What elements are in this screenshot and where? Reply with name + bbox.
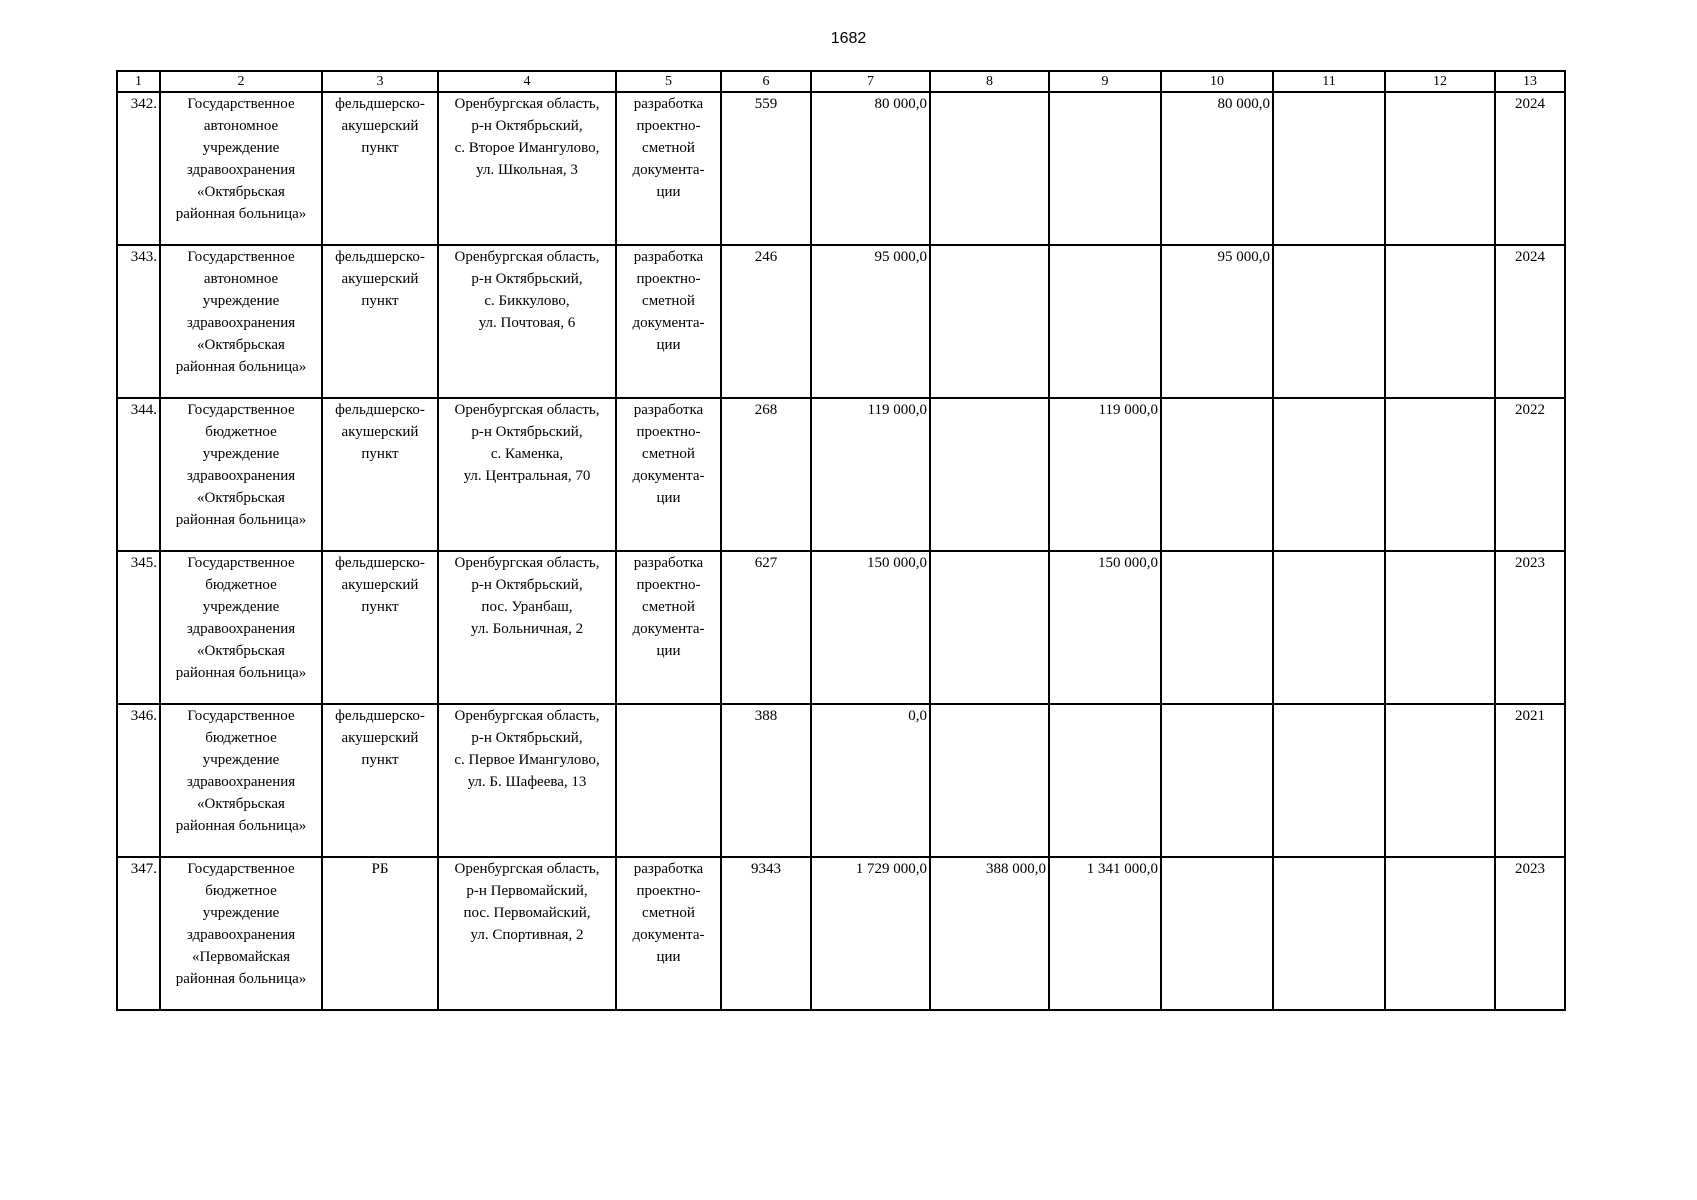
address-cell: Оренбургская область, р-н Октябрьский, с. Второе Имангулово, ул. Школьная, 3 — [438, 92, 616, 245]
column-6-cell: 9343 — [721, 857, 811, 1010]
address-cell: Оренбургская область, р-н Октябрьский, пос. Уранбаш, ул. Больничная, 2 — [438, 551, 616, 704]
column-number-cell: 12 — [1385, 71, 1495, 92]
column-9-cell — [1049, 92, 1161, 245]
column-number-cell: 2 — [160, 71, 322, 92]
page-number: 1682 — [830, 30, 867, 47]
column-12-cell — [1385, 704, 1495, 857]
column-number-cell: 3 — [322, 71, 438, 92]
column-7-cell: 1 729 000,0 — [811, 857, 930, 1010]
column-10-cell — [1161, 398, 1273, 551]
column-11-cell — [1273, 398, 1385, 551]
column-6-cell: 627 — [721, 551, 811, 704]
object-type-cell: фельдшерско- акушерский пункт — [322, 245, 438, 398]
row-number-cell: 347. — [117, 857, 160, 1010]
column-8-cell — [930, 398, 1049, 551]
address-cell: Оренбургская область, р-н Октябрьский, с. Каменка, ул. Центральная, 70 — [438, 398, 616, 551]
table-row — [117, 857, 1565, 1010]
object-type-cell: фельдшерско- акушерский пункт — [322, 92, 438, 245]
column-number-cell: 13 — [1495, 71, 1565, 92]
table-body — [117, 71, 1565, 1010]
column-7-cell: 0,0 — [811, 704, 930, 857]
column-12-cell — [1385, 245, 1495, 398]
table-row — [117, 704, 1565, 857]
row-number-cell: 346. — [117, 704, 160, 857]
institution-cell: Государственное бюджетное учреждение здравоохранения «Октябрьская районная больница» — [160, 704, 322, 857]
column-10-cell: 80 000,0 — [1161, 92, 1273, 245]
column-6-cell: 559 — [721, 92, 811, 245]
column-number-cell: 1 — [117, 71, 160, 92]
column-9-cell: 1 341 000,0 — [1049, 857, 1161, 1010]
address-cell: Оренбургская область, р-н Первомайский, пос. Первомайский, ул. Спортивная, 2 — [438, 857, 616, 1010]
object-type-cell: фельдшерско- акушерский пункт — [322, 704, 438, 857]
work-type-cell: разработка проектно- сметной документа- ции — [616, 92, 721, 245]
column-8-cell — [930, 551, 1049, 704]
column-10-cell — [1161, 704, 1273, 857]
year-cell: 2024 — [1495, 92, 1565, 245]
column-7-cell: 119 000,0 — [811, 398, 930, 551]
column-number-cell: 8 — [930, 71, 1049, 92]
institution-cell: Государственное автономное учреждение здравоохранения «Октябрьская районная больница» — [160, 92, 322, 245]
institution-cell: Государственное автономное учреждение здравоохранения «Октябрьская районная больница» — [160, 245, 322, 398]
column-6-cell: 246 — [721, 245, 811, 398]
row-number-cell: 343. — [117, 245, 160, 398]
row-number-cell: 345. — [117, 551, 160, 704]
object-type-cell: фельдшерско- акушерский пункт — [322, 398, 438, 551]
column-12-cell — [1385, 551, 1495, 704]
table-row — [117, 245, 1565, 398]
column-number-cell: 10 — [1161, 71, 1273, 92]
column-10-cell — [1161, 857, 1273, 1010]
table-row — [117, 398, 1565, 551]
column-number-cell: 5 — [616, 71, 721, 92]
column-number-cell: 11 — [1273, 71, 1385, 92]
column-11-cell — [1273, 245, 1385, 398]
column-11-cell — [1273, 857, 1385, 1010]
institution-cell: Государственное бюджетное учреждение здравоохранения «Первомайская районная больница» — [160, 857, 322, 1010]
column-8-cell: 388 000,0 — [930, 857, 1049, 1010]
column-8-cell — [930, 92, 1049, 245]
column-7-cell: 95 000,0 — [811, 245, 930, 398]
column-number-cell: 6 — [721, 71, 811, 92]
column-12-cell — [1385, 92, 1495, 245]
work-type-cell: разработка проектно- сметной документа- ции — [616, 551, 721, 704]
column-12-cell — [1385, 857, 1495, 1010]
column-9-cell — [1049, 245, 1161, 398]
column-12-cell — [1385, 398, 1495, 551]
column-9-cell: 119 000,0 — [1049, 398, 1161, 551]
year-cell: 2021 — [1495, 704, 1565, 857]
year-cell: 2024 — [1495, 245, 1565, 398]
column-7-cell: 80 000,0 — [811, 92, 930, 245]
year-cell: 2022 — [1495, 398, 1565, 551]
address-cell: Оренбургская область, р-н Октябрьский, с. Первое Имангулово, ул. Б. Шафеева, 13 — [438, 704, 616, 857]
column-number-row — [117, 71, 1565, 92]
column-8-cell — [930, 704, 1049, 857]
column-11-cell — [1273, 551, 1385, 704]
row-number-cell: 342. — [117, 92, 160, 245]
work-type-cell: разработка проектно- сметной документа- ции — [616, 398, 721, 551]
object-type-cell: фельдшерско- акушерский пункт — [322, 551, 438, 704]
column-9-cell: 150 000,0 — [1049, 551, 1161, 704]
column-10-cell: 95 000,0 — [1161, 245, 1273, 398]
year-cell: 2023 — [1495, 857, 1565, 1010]
row-number-cell: 344. — [117, 398, 160, 551]
work-type-cell: разработка проектно- сметной документа- ции — [616, 245, 721, 398]
object-type-cell: РБ — [322, 857, 438, 1010]
column-number-cell: 7 — [811, 71, 930, 92]
column-6-cell: 388 — [721, 704, 811, 857]
work-type-cell: разработка проектно- сметной документа- ции — [616, 857, 721, 1010]
table-row — [117, 551, 1565, 704]
column-10-cell — [1161, 551, 1273, 704]
column-6-cell: 268 — [721, 398, 811, 551]
data-table — [116, 70, 1566, 1011]
address-cell: Оренбургская область, р-н Октябрьский, с. Биккулово, ул. Почтовая, 6 — [438, 245, 616, 398]
column-11-cell — [1273, 704, 1385, 857]
column-9-cell — [1049, 704, 1161, 857]
column-8-cell — [930, 245, 1049, 398]
column-7-cell: 150 000,0 — [811, 551, 930, 704]
column-number-cell: 4 — [438, 71, 616, 92]
work-type-cell — [616, 704, 721, 857]
table-row — [117, 92, 1565, 245]
institution-cell: Государственное бюджетное учреждение здравоохранения «Октябрьская районная больница» — [160, 398, 322, 551]
column-11-cell — [1273, 92, 1385, 245]
column-number-cell: 9 — [1049, 71, 1161, 92]
institution-cell: Государственное бюджетное учреждение здравоохранения «Октябрьская районная больница» — [160, 551, 322, 704]
year-cell: 2023 — [1495, 551, 1565, 704]
